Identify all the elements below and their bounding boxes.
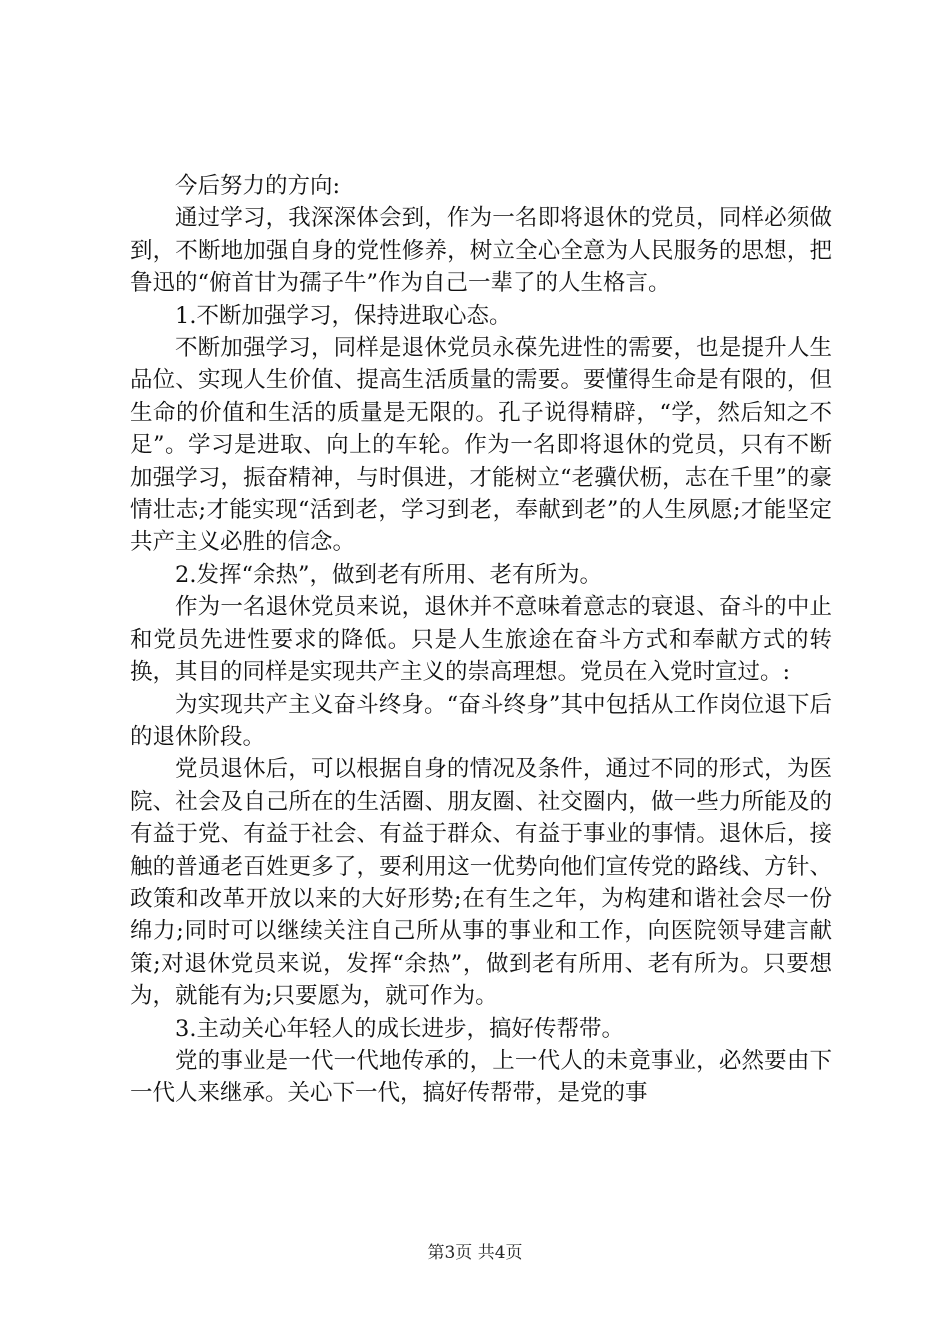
item-heading-3: 3.主动关心年轻人的成长进步，搞好传帮带。	[175, 1015, 624, 1042]
paragraph-retirement-meaning: 作为一名退休党员来说，退休并不意味着意志的衰退、奋斗的中止和党员先进性要求的降低。只是人生旅途在奋斗方式和奉献方式的转换，其目的同样是实现共产主义的崇高理想。党员在入党时宣过。:	[130, 594, 832, 686]
item-heading-1: 1.不断加强学习，保持进取心态。	[175, 302, 512, 329]
paragraph-study-experience: 通过学习，我深深体会到，作为一名即将退休的党员，同样必须做到，不断地加强自身的党性修养，树立全心全意为人民服务的思想，把鲁迅的“俯首甘为孺子牛”作为自己一辈了的人生格言。	[130, 205, 832, 297]
page-number-footer: 第3页 共4页	[427, 1243, 523, 1263]
section-heading-future-direction: 今后努力的方向:	[175, 173, 341, 199]
paragraph-continuous-learning: 不断加强学习，同样是退休党员永葆先进性的需要，也是提升人生品位、实现人生价值、提高生活质量的需要。要懂得生命是有限的，但生命的价值和生活的质量是无限的。孔子说得精辟，“学，然后知之不足”。学习是进取、向上的车轮。作为一名即将退休的党员，只有不断加强学习，振奋精神，与时俱进，才能树立“老骥伏枥，志在千里”的豪情壮志;才能实现“活到老，学习到老，奉献到老”的人生夙愿;才能坚定共产主义必胜的信念。	[130, 335, 832, 556]
paragraph-lifelong-struggle: 为实现共产主义奋斗终身。“奋斗终身”其中包括从工作岗位退下后的退休阶段。	[130, 691, 832, 750]
document-body	[130, 170, 832, 1110]
paragraph-next-generation: 党的事业是一代一代地传承的，上一代人的未竟事业，必然要由下一代人来继承。关心下一代，搞好传帮带，是党的事	[130, 1047, 832, 1107]
paragraph-after-retirement: 党员退休后，可以根据自身的情况及条件，通过不同的形式，为医院、社会及自己所在的生活圈、朋友圈、社交圈内，做一些力所能及的有益于党、有益于社会、有益于群众、有益于事业的事情。退休后，接触的普通老百姓更多了，要利用这一优势向他们宣传党的路线、方针、政策和改革开放以来的大好形势;在有生之年，为构建和谐社会尽一份绵力;同时可以继续关注自己所从事的事业和工作，向医院领导建言献策;对退休党员来说，发挥“余热”，做到老有所用、老有所为。只要想为，就能有为;只要愿为，就可作为。	[130, 756, 832, 1010]
item-heading-2: 2.发挥“余热”，做到老有所用、老有所为。	[175, 561, 602, 588]
